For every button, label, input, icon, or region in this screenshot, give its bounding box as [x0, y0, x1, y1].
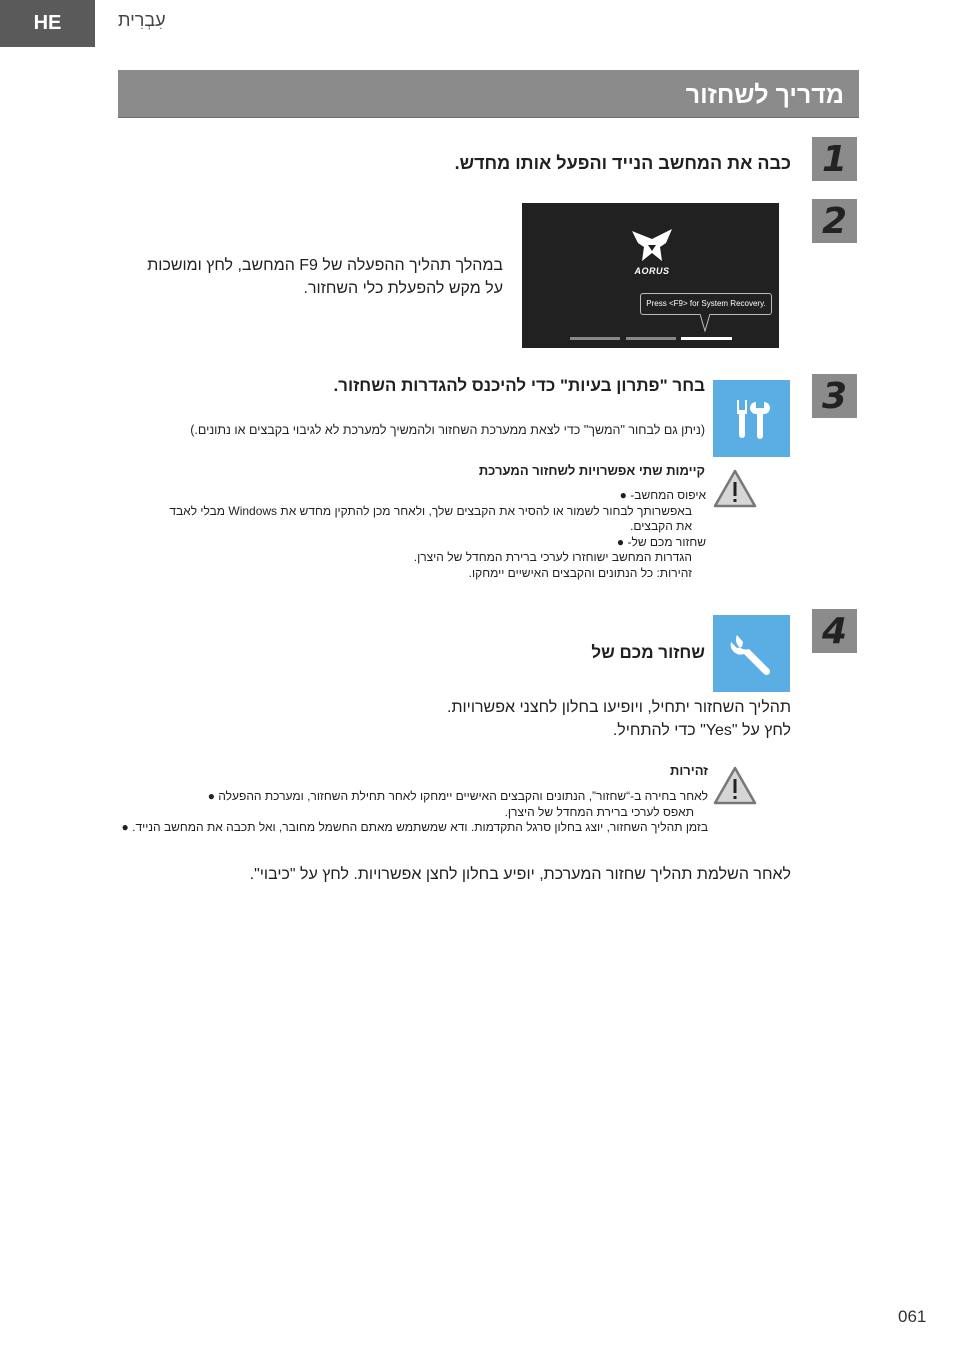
wrench-icon [713, 615, 790, 692]
option-item [86, 488, 706, 535]
step-4-final: לאחר השלמת תהליך שחזור המערכת, יופיע בחלון לחצן אפשרויות. לחץ על "כיבוי". [249, 866, 791, 883]
step-2-line: על מקש להפעלת כלי השחזור. [303, 280, 503, 297]
aorus-eagle-icon [630, 227, 674, 265]
step-4-line: תהליך השחזור יתחיל, ויופיעו בחלון לחצני אפשרויות. [447, 699, 791, 716]
language-name: עִבְרִית [118, 10, 166, 30]
option-line: הגדרות המחשב ישוחזרו לערכי ברירת המחדל של היצרן. [413, 550, 692, 564]
progress-segment-active [681, 337, 732, 340]
step-1-number: 1 [812, 137, 857, 181]
option-line: איפוס המחשב- ● [86, 488, 706, 504]
step-3-heading: בחר "פתרון בעיות" כדי להיכנס להגדרות השחזור. [333, 376, 705, 395]
prompt-pointer-icon [700, 314, 710, 332]
troubleshoot-tools-icon [713, 380, 790, 457]
title-bar [118, 70, 859, 118]
page-number: 061 [898, 1307, 927, 1326]
caution-line: בזמן תהליך השחזור, יוצג בחלון סרגל התקדמות. ודא שמשתמש מאתם החשמל מחובר, ואל תכבה את המחשב הנייד. ● [68, 820, 708, 836]
step-3-note: (ניתן גם לבחור "המשך" כדי לצאת ממערכת השחזור ולהמשיך למערכת לא לגיבוי בקבצים או נתונים.) [190, 423, 705, 437]
aorus-logo-text: AORUS [634, 266, 670, 276]
caution-title: זהירות [670, 763, 708, 778]
step-4-heading: שחזור מכם של [591, 643, 705, 662]
option-item [86, 535, 706, 582]
step-2-line: במהלך תהליך ההפעלה של F9 המחשב, לחץ ומושכות [147, 257, 503, 274]
step-2-text [103, 254, 503, 300]
option-line: את הקבצים. [630, 519, 692, 533]
progress-segment [626, 337, 676, 340]
page-title: מדריך לשחזור [685, 81, 844, 109]
warning-icon [712, 468, 758, 510]
progress-segment [570, 337, 620, 340]
step-4-number: 4 [812, 609, 857, 653]
option-line: באפשרותך לבחור לשמור או להסיר את הקבצים שלך, ולאחר מכן להתקין מחדש את Windows מבלי לאבד [169, 503, 692, 518]
step-4-line: לחץ על "Yes" כדי להתחיל. [612, 722, 791, 739]
step-3-options [86, 488, 706, 581]
caution-item [68, 820, 708, 836]
step-2-number: 2 [812, 199, 857, 243]
caution-list [68, 789, 708, 836]
option-line: זהירות: כל הנתונים והקבצים האישיים יימחקו. [468, 565, 692, 580]
recovery-prompt: Press <F9> for System Recovery. [640, 293, 772, 315]
boot-screen-image [522, 203, 779, 348]
caution-item [68, 789, 708, 820]
step-3-number: 3 [812, 374, 857, 418]
caution-line: לאחר בחירה ב-“שחזור”, הנתונים והקבצים האישיים יימחקו לאחר תחילת השחזור, ומערכת ההפעלה ● [68, 789, 708, 805]
language-tab: HE [0, 0, 95, 47]
step-1-text: כבה את המחשב הנייד והפעל אותו מחדש. [454, 153, 791, 173]
option-line: שחזור מכם של- ● [86, 535, 706, 551]
step-4-body [231, 696, 791, 742]
caution-line: תאפס לערכי ברירת המחדל של היצרן. [504, 804, 694, 819]
step-3-options-title: קיימות שתי אפשרויות לשחזור המערכת [478, 463, 705, 478]
caution-icon [712, 765, 758, 807]
